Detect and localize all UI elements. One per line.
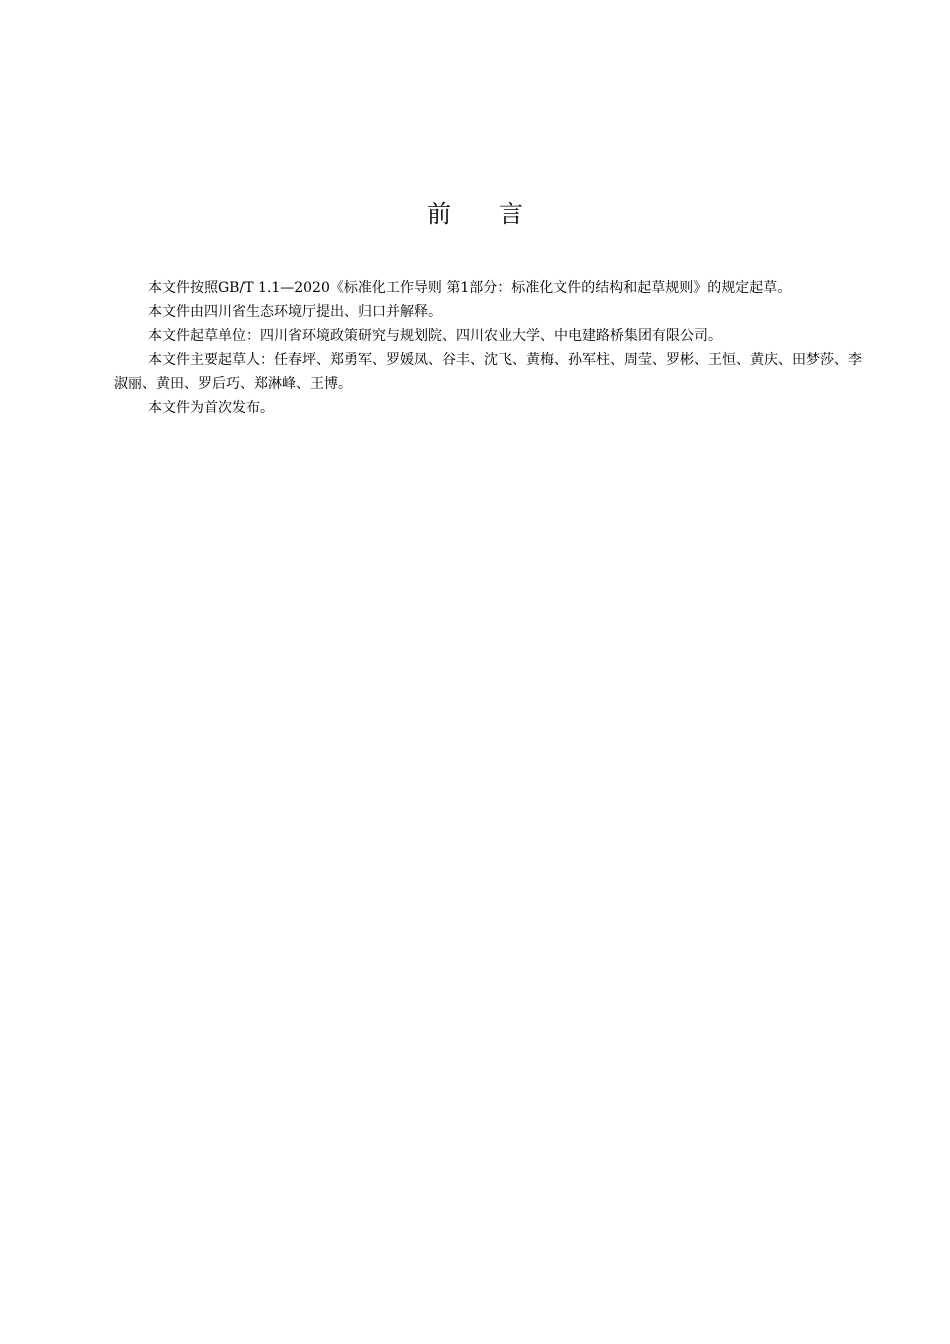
document-body [114,276,862,420]
paragraph-drafting-units: 本文件起草单位：四川省环境政策研究与规划院、四川农业大学、中电建路桥集团有限公司。 [148,328,722,344]
page-title: 前言 [427,200,571,228]
paragraph-drafters: 本文件主要起草人：任春坪、郑勇军、罗媛凤、谷丰、沈飞、黄梅、孙军柱、周莹、罗彬、王恒、黄庆、田梦莎、李淑丽、黄田、罗后巧、郑淋峰、王博。 [114,352,862,392]
paragraph-drafting-basis: 本文件按照GB/T 1.1—2020《标准化工作导则 第1部分：标准化文件的结构和起草规则》的规定起草。 [148,280,792,296]
paragraph-first-release: 本文件为首次发布。 [148,400,274,416]
paragraph-proposer: 本文件由四川省生态环境厅提出、归口并解释。 [148,304,442,320]
